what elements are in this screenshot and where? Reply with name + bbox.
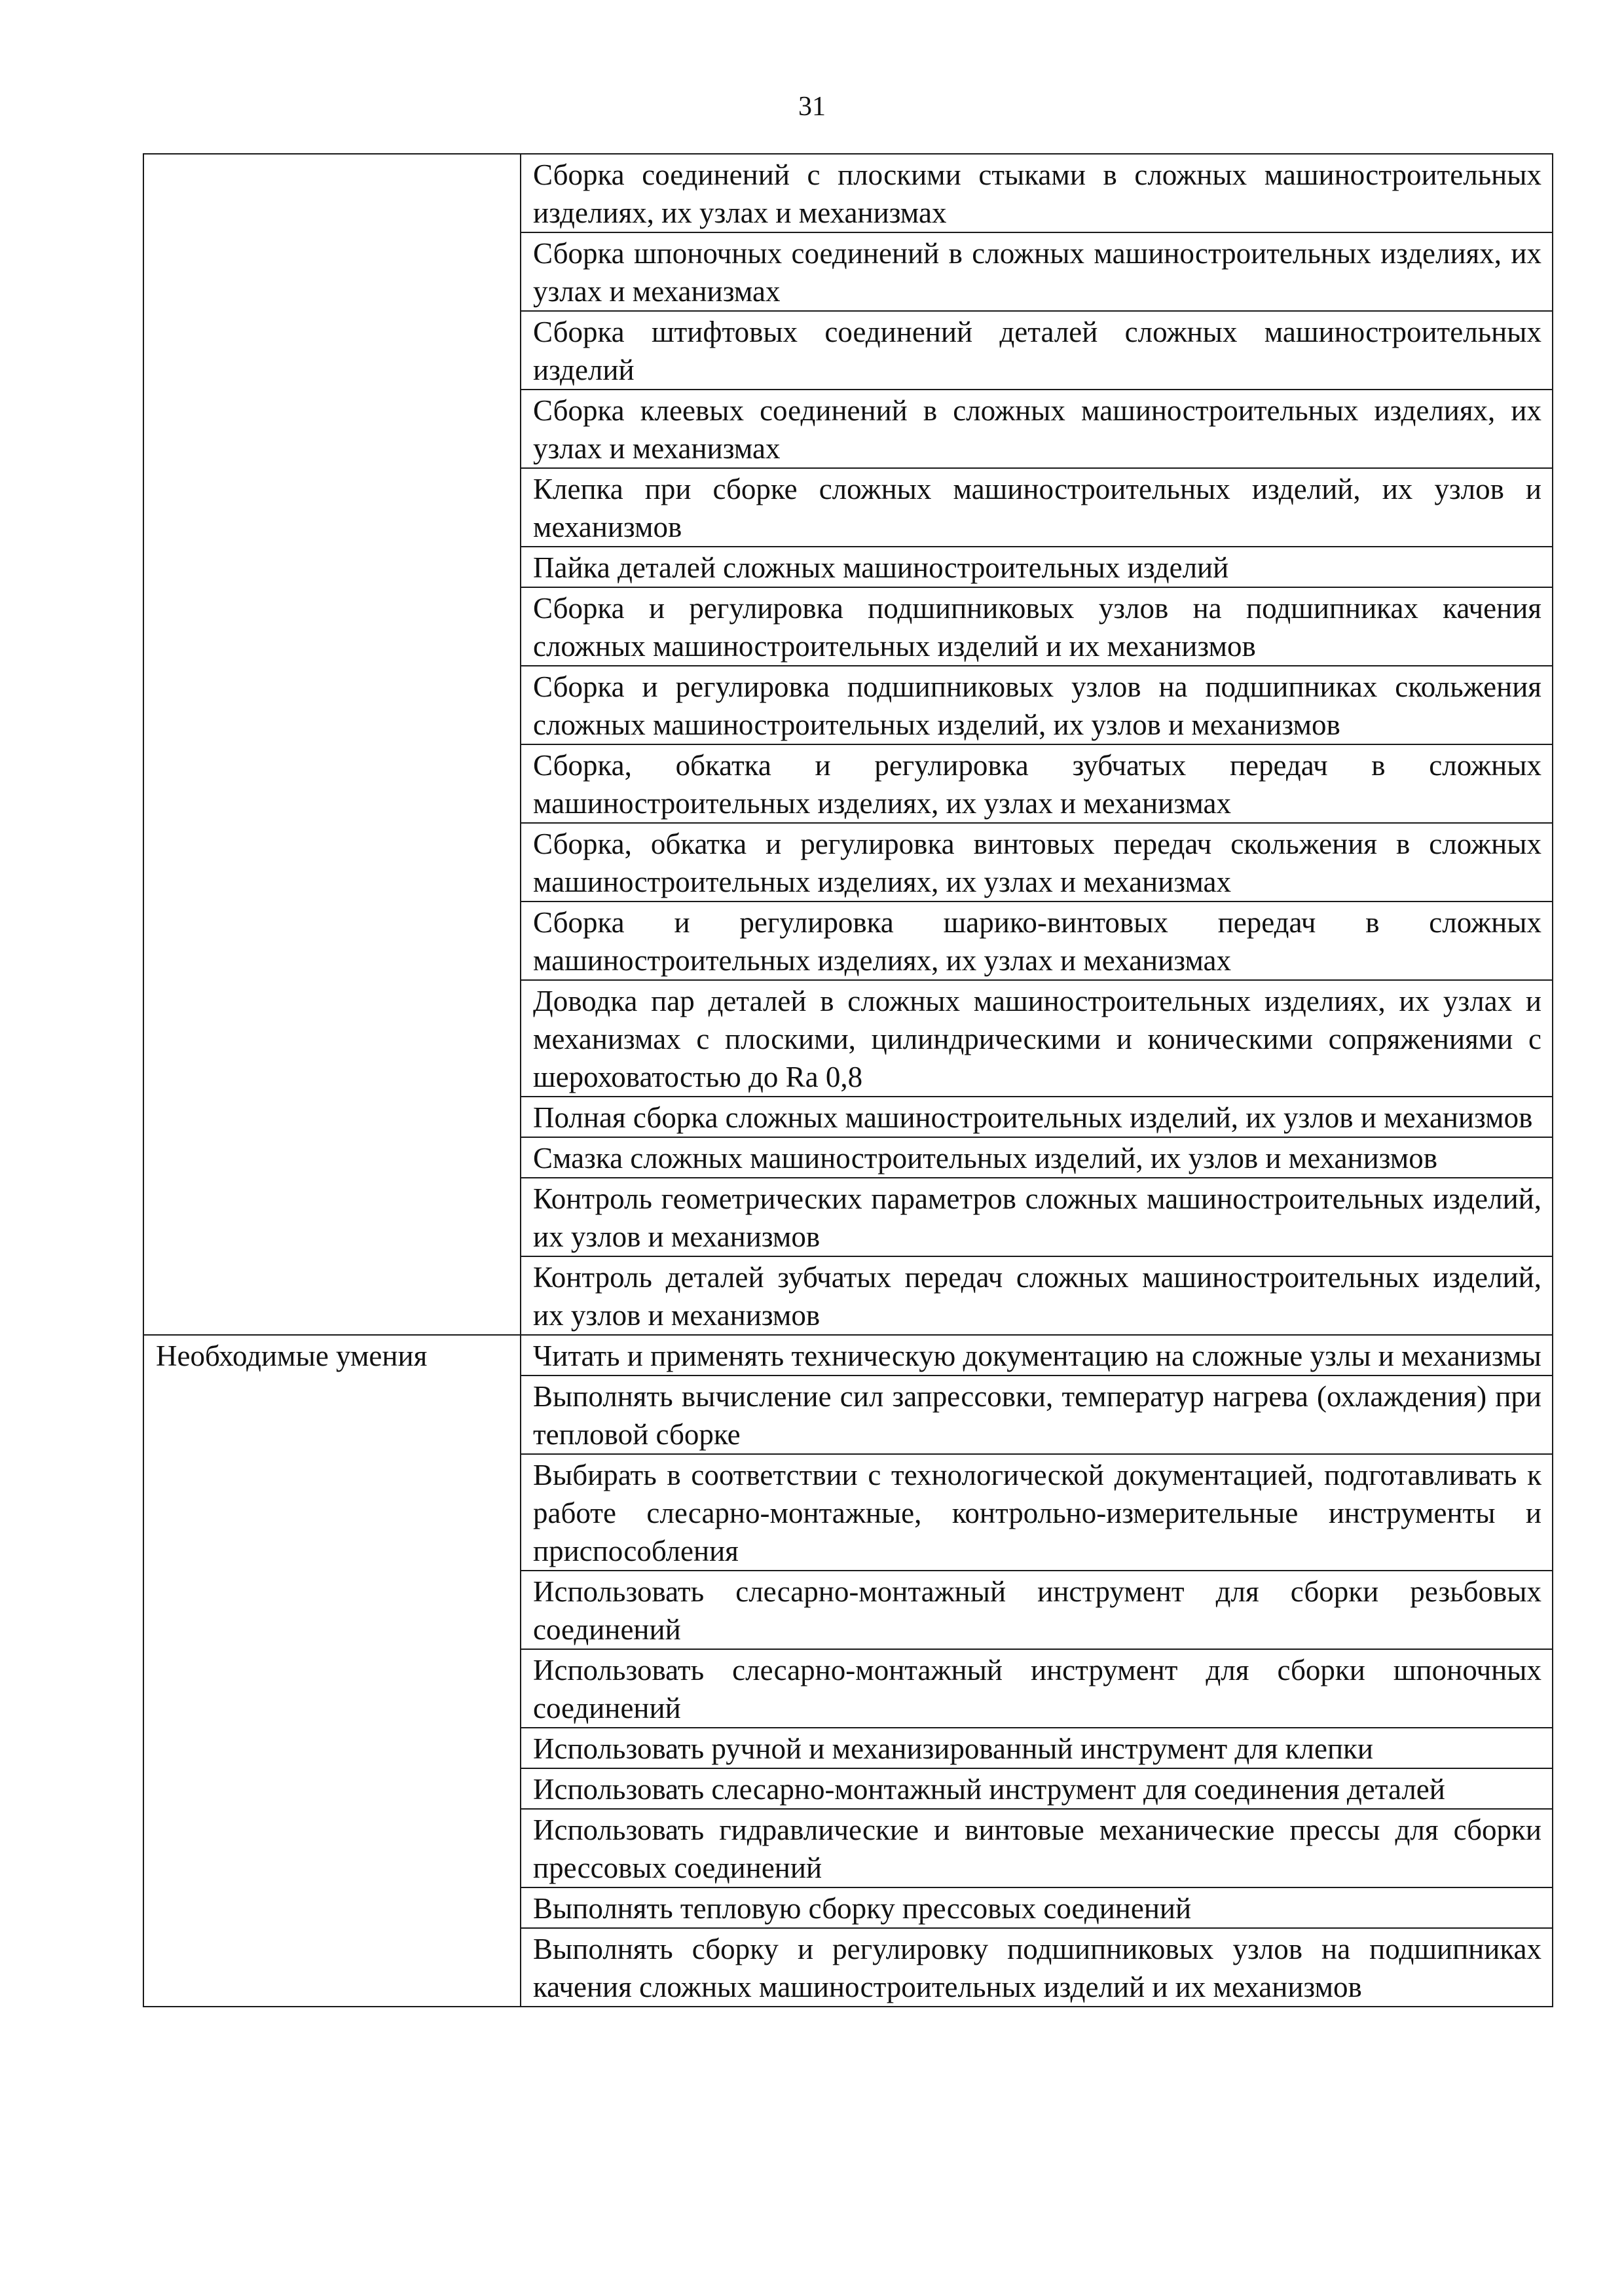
skill-item: Использовать слесарно-монтажный инструмент для соединения деталей xyxy=(521,1768,1553,1809)
work-action-item: Сборка, обкатка и регулировка зубчатых передач в сложных машиностроительных изделиях, их узлах и механизмах xyxy=(521,744,1553,823)
work-action-item: Контроль геометрических параметров сложных машиностроительных изделий, их узлов и механизмов xyxy=(521,1178,1553,1256)
table-row xyxy=(143,1335,1553,1376)
table-row xyxy=(143,154,1553,232)
skill-item: Использовать слесарно-монтажный инструмент для сборки шпоночных соединений xyxy=(521,1649,1553,1728)
work-action-item: Контроль деталей зубчатых передач сложных машиностроительных изделий, их узлов и механизмов xyxy=(521,1256,1553,1335)
work-action-item: Сборка шпоночных соединений в сложных машиностроительных изделиях, их узлах и механизмах xyxy=(521,232,1553,311)
group-label-continued xyxy=(143,154,521,1335)
requirements-table xyxy=(143,153,1553,2007)
skill-item: Использовать гидравлические и винтовые механические прессы для сборки прессовых соединений xyxy=(521,1809,1553,1887)
work-action-item: Полная сборка сложных машиностроительных изделий, их узлов и механизмов xyxy=(521,1097,1553,1137)
work-action-item: Сборка соединений с плоскими стыками в сложных машиностроительных изделиях, их узлах и механизмах xyxy=(521,154,1553,232)
skill-item: Выполнять сборку и регулировку подшипниковых узлов на подшипниках качения сложных машиностроительных изделий и их механизмов xyxy=(521,1928,1553,2007)
skill-item: Выполнять тепловую сборку прессовых соединений xyxy=(521,1887,1553,1928)
skill-item: Использовать ручной и механизированный инструмент для клепки xyxy=(521,1728,1553,1768)
work-action-item: Сборка и регулировка подшипниковых узлов на подшипниках скольжения сложных машиностроительных изделий, их узлов и механизмов xyxy=(521,666,1553,744)
work-action-item: Сборка штифтовых соединений деталей сложных машиностроительных изделий xyxy=(521,311,1553,390)
skill-item: Выполнять вычисление сил запрессовки, температур нагрева (охлаждения) при тепловой сборке xyxy=(521,1376,1553,1454)
work-action-item: Сборка клеевых соединений в сложных машиностроительных изделиях, их узлах и механизмах xyxy=(521,390,1553,468)
skill-item: Читать и применять техническую документацию на сложные узлы и механизмы xyxy=(521,1335,1553,1376)
work-action-item: Сборка и регулировка шарико-винтовых передач в сложных машиностроительных изделиях, их узлах и механизмах xyxy=(521,902,1553,980)
work-action-item: Сборка, обкатка и регулировка винтовых передач скольжения в сложных машиностроительных изделиях, их узлах и механизмах xyxy=(521,823,1553,902)
work-action-item: Доводка пар деталей в сложных машиностроительных изделиях, их узлах и механизмах с плоскими, цилиндрическими и коническими сопряжениями с шероховатостью до Ra 0,8 xyxy=(521,980,1553,1097)
work-action-item: Сборка и регулировка подшипниковых узлов на подшипниках качения сложных машиностроительных изделий и их механизмов xyxy=(521,587,1553,666)
work-action-item: Клепка при сборке сложных машиностроительных изделий, их узлов и механизмов xyxy=(521,468,1553,547)
skill-item: Использовать слесарно-монтажный инструмент для сборки резьбовых соединений xyxy=(521,1571,1553,1649)
group-label-skills: Необходимые умения xyxy=(143,1335,521,2007)
work-action-item: Пайка деталей сложных машиностроительных изделий xyxy=(521,547,1553,587)
skill-item: Выбирать в соответствии с технологической документацией, подготавливать к работе слесарно-монтажные, контрольно-измерительные инструменты и приспособления xyxy=(521,1454,1553,1571)
page-number: 31 xyxy=(798,92,826,122)
work-action-item: Смазка сложных машиностроительных изделий, их узлов и механизмов xyxy=(521,1137,1553,1178)
table-body xyxy=(143,154,1553,2007)
